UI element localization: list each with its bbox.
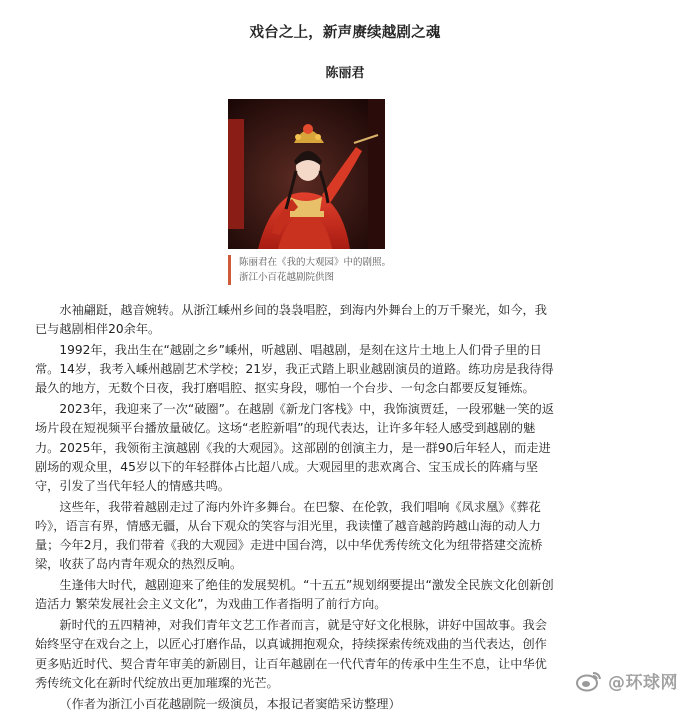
photo-credit-line: 浙江小百花越剧院供图 bbox=[239, 272, 335, 283]
source-watermark bbox=[576, 668, 678, 693]
photo-caption bbox=[228, 255, 459, 285]
article-author: 陈丽君 bbox=[325, 66, 365, 81]
article-paragraph: 2023年，我迎来了一次“破圈”。在越剧《新龙门客栈》中，我饰演贾廷，一段邪魅一笑的返场片段在短视频平台播放量破亿。这场“老腔新唱”的现代表达，让许多年轻人感受到越剧的魅力。2025年，我领衔主演越剧《我的大观园》。这部剧的创演主力，是一群90后年轻人，而走进剧场的观众里，45岁以下的年轻群体占比超八成。大观园里的悲欢离合、宝玉成长的阵痛与坚守，引发了当代年轻人的情感共鸣。 bbox=[35, 402, 554, 494]
article-paragraph: 1992年，我出生在“越剧之乡”嵊州，听越剧、唱越剧，是刻在这片土地上人们骨子里的日常。14岁，我考入嵊州越剧艺术学校；21岁，我正式踏上职业越剧演员的道路。练功房是我待得最久的地方，无数个日夜，我打磨唱腔、抠实身段，哪怕一个台步、一句念白都要反复锤炼。 bbox=[35, 343, 554, 396]
author-note: （作者为浙江小百花越剧院一级演员，本报记者窦皓采访整理） bbox=[59, 696, 401, 711]
article-paragraph: 新时代的五四精神，对我们青年文艺工作者而言，就是守好文化根脉，讲好中国故事。我会始终坚守在戏台之上，以匠心打磨作品，以真诚拥抱观众，持续探索传统戏曲的当代表达，创作更多贴近时代、契合青年审美的新剧目，让百年越剧在一代代青年的传承中生生不息，让中华优秀传统文化在新时代绽放出更加璀璨的光芒。 bbox=[35, 618, 547, 690]
article-paragraph: 水袖翩跹，越音婉转。从浙江嵊州乡间的袅袅唱腔，到海内外舞台上的万千聚光，如今，我已与越剧相伴20余年。 bbox=[35, 303, 547, 337]
weibo-icon bbox=[576, 670, 602, 692]
performer-photo-illustration bbox=[228, 99, 385, 249]
article-paragraph: 生逢伟大时代，越剧迎来了绝佳的发展契机。“十五五”规划纲要提出“激发全民族文化创新创造活力 繁荣发展社会主义文化”，为戏曲工作者指明了前行方向。 bbox=[35, 578, 554, 612]
article-paragraph: 这些年，我带着越剧走过了海内外许多舞台。在巴黎、在伦敦，我们唱响《凤求凰》《葬花吟》，语言有界，情感无疆，从台下观众的笑容与泪光里，我读懂了越音越韵跨越山海的动人力量；今年2月，我们带着《我的大观园》走进中国台湾，以中华优秀传统文化为纽带搭建交流桥梁，收获了岛内青年观众的热烈反响。 bbox=[35, 499, 543, 572]
article-photo bbox=[228, 99, 385, 249]
article-body bbox=[35, 301, 555, 715]
article-title: 戏台之上，新声赓续越剧之魂 bbox=[249, 25, 441, 41]
watermark-text: @环球网 bbox=[608, 673, 678, 693]
photo-caption-line: 陈丽君在《我的大观园》中的剧照。 bbox=[239, 257, 392, 268]
